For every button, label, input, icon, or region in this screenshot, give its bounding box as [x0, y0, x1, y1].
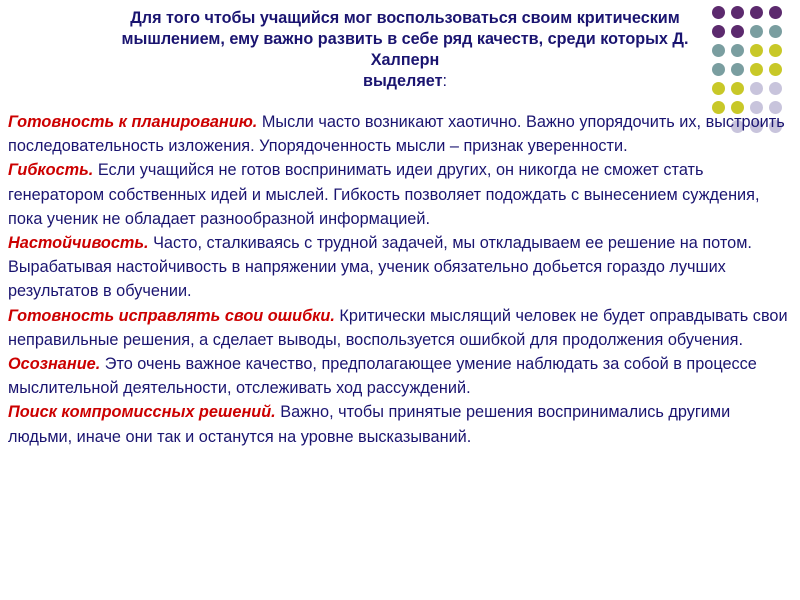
quality-paragraph [8, 110, 788, 158]
decorative-dot [769, 63, 782, 76]
decorative-dot [769, 25, 782, 38]
quality-text: Это очень важное качество, предполагающее умение наблюдать за собой в процессе мыслительной деятельности, отслеживать ход рассуждений. [8, 355, 757, 398]
quality-term: Осознание. [8, 355, 101, 374]
qualities-list [8, 110, 788, 449]
decorative-dot [769, 82, 782, 95]
quality-paragraph [8, 158, 788, 231]
quality-paragraph [8, 400, 788, 448]
decorative-dot [769, 44, 782, 57]
title-line-1: Для того чтобы учащийся мог воспользоваться своим критическим [130, 9, 680, 27]
quality-term: Готовность к планированию. [8, 113, 258, 131]
title-line-4 [50, 71, 760, 92]
quality-paragraph [8, 231, 788, 304]
quality-text: Важно, чтобы принятые решения воспринимались другими людьми, иначе они так и останутся на уровне высказываний. [8, 403, 731, 446]
quality-text: Мысли часто возникают хаотично. Важно упорядочить их, выстроить последовательность изложения. Упорядоченность мысли – признак уверенности. [8, 113, 785, 156]
quality-paragraph [8, 304, 788, 352]
decorative-dot [769, 6, 782, 19]
quality-term: Гибкость. [8, 161, 94, 180]
quality-term: Готовность исправлять свои ошибки. [8, 306, 335, 325]
quality-term: Поиск компромиссных решений. [8, 403, 276, 422]
title-colon: : [442, 72, 447, 90]
quality-text: Часто, сталкиваясь с трудной задачей, мы откладываем ее решение на потом. Вырабатывая настойчивость в напряжении ума, ученик обязательно добьется гораздо лучших результатов в обучении. [8, 234, 752, 301]
quality-text: Критически мыслящий человек не будет оправдывать свои неправильные решения, а сделает выводы, воспользуется ошибкой для продолжения обучения. [8, 306, 788, 349]
quality-paragraph [8, 352, 788, 400]
title-word: выделяет [363, 72, 443, 90]
title-line-3: Халперн [370, 51, 440, 69]
quality-term: Настойчивость. [8, 234, 149, 253]
title-line-2: мышлением, ему важно развить в себе ряд качеств, среди которых Д. [121, 30, 689, 48]
slide-title [50, 8, 760, 92]
quality-text: Если учащийся не готов воспринимать идеи других, он никогда не сможет стать генератором собственных идей и мыслей. Гибкость позволяет подождать с вынесением суждения, пока ученик не обладает разнообразной информацией. [8, 161, 760, 228]
